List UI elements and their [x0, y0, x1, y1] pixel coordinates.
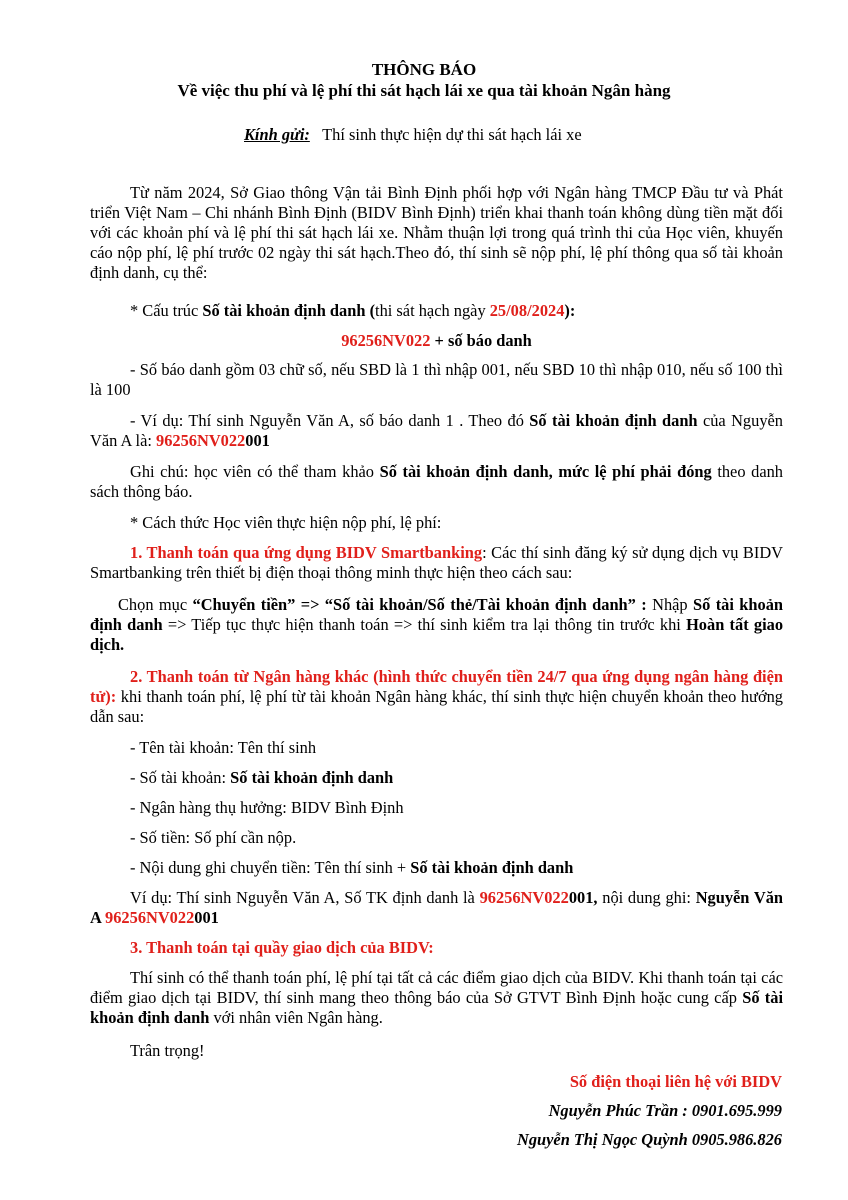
- method-1-heading: 1. Thanh toán qua ứng dụng BIDV Smartbanking: [130, 543, 483, 562]
- note-paragraph: Ghi chú: học viên có thể tham khảo Số tài khoản định danh, mức lệ phí phải đóng theo danh sách thông báo.: [90, 462, 783, 501]
- sbd-note: - Số báo danh gồm 03 chữ số, nếu SBD là 1 thì nhập 001, nếu SBD 10 thì nhập 010, nếu số 100 thì là 100: [90, 360, 783, 399]
- method-2-heading: 2. Thanh toán từ Ngân hàng khác (hình thức chuyển tiền 24/7 qua ứng dụng ngân hàng điện tử):: [90, 667, 783, 706]
- notice-title: THÔNG BÁO: [371, 60, 477, 79]
- account-structure-line: * Cấu trúc Số tài khoản định danh (thi sát hạch ngày 25/08/2024):: [130, 301, 576, 320]
- method-3-paragraph: Thí sinh có thể thanh toán phí, lệ phí tại tất cả các điểm giao dịch của BIDV. Khi thanh toán tại các điểm giao dịch tại BIDV, thí sinh mang theo thông báo của Sở GTVT Bình Định hoặc cung cấp Số tài khoản định danh với nhân viên Ngân hàng.: [90, 968, 783, 1027]
- method-3-heading: 3. Thanh toán tại quầy giao dịch của BIDV:: [130, 938, 434, 957]
- contact-person-1: Nguyễn Phúc Trần : 0901.695.999: [548, 1101, 782, 1120]
- example-1: - Ví dụ: Thí sinh Nguyễn Văn A, số báo danh 1 . Theo đó Số tài khoản định danh của Nguyễn Văn A là: 96256NV022001: [90, 411, 783, 450]
- method-1-steps: Chọn mục “Chuyển tiền” => “Số tài khoản/Số thẻ/Tài khoản định danh” : Nhập Số tài khoản định danh => Tiếp tục thực hiện thanh toán => thí sinh kiểm tra lại thông tin trước khi Hoàn tất giao dịch.: [90, 595, 784, 654]
- intro-paragraph: Từ năm 2024, Sở Giao thông Vận tải Bình Định phối hợp với Ngân hàng TMCP Đầu tư và Phát triển Việt Nam – Chi nhánh Bình Định (BIDV Bình Định) triển khai thanh toán không dùng tiền mặt đối với các khoản phí và lệ phí thi sát hạch lái xe. Nhằm thuận lợi trong quá trình thi của Học viên, khuyến cáo nộp phí, lệ phí trước 02 ngày thi sát hạch.Theo đó, thí sinh sẽ nộp phí, lệ phí thông qua số tài khoản định danh, cụ thể:: [90, 183, 783, 282]
- method-1-paragraph: 1. Thanh toán qua ứng dụng BIDV Smartbanking: Các thí sinh đăng ký sử dụng dịch vụ BIDV Smartbanking trên thiết bị điện thoại thông minh thực hiện theo cách sau:: [90, 543, 783, 582]
- closing: Trân trọng!: [130, 1041, 205, 1060]
- recipient-value: Thí sinh thực hiện dự thi sát hạch lái xe: [322, 125, 582, 144]
- notice-subtitle: Về việc thu phí và lệ phí thi sát hạch lái xe qua tài khoản Ngân hàng: [177, 81, 671, 100]
- method-2-item: - Số tiền: Số phí cần nộp.: [130, 828, 297, 847]
- method-2-item: - Tên tài khoản: Tên thí sinh: [130, 738, 317, 757]
- recipient-label: Kính gửi:: [244, 125, 310, 144]
- method-2-item: - Ngân hàng thụ hưởng: BIDV Bình Định: [130, 798, 404, 817]
- recipient-line: [244, 125, 582, 145]
- methods-intro: * Cách thức Học viên thực hiện nộp phí, lệ phí:: [130, 513, 442, 532]
- account-code-formula: 96256NV022 + số báo danh: [341, 331, 532, 350]
- contact-person-2: Nguyễn Thị Ngọc Quỳnh 0905.986.826: [517, 1130, 782, 1149]
- method-2-item: - Số tài khoản: Số tài khoản định danh: [130, 768, 394, 787]
- account-code-prefix: 96256NV022: [341, 331, 431, 350]
- method-2-example: Ví dụ: Thí sinh Nguyễn Văn A, Số TK định danh là 96256NV022001, nội dung ghi: Nguyễn Văn A 96256NV022001: [90, 888, 784, 927]
- method-2-paragraph: 2. Thanh toán từ Ngân hàng khác (hình thức chuyển tiền 24/7 qua ứng dụng ngân hàng điện tử): khi thanh toán phí, lệ phí từ tài khoản Ngân hàng khác, thí sinh thực hiện chuyển khoản theo hướng dẫn sau:: [90, 667, 783, 726]
- method-2-item: - Nội dung ghi chuyển tiền: Tên thí sinh + Số tài khoản định danh: [130, 858, 574, 877]
- contact-heading: Số điện thoại liên hệ với BIDV: [569, 1072, 782, 1091]
